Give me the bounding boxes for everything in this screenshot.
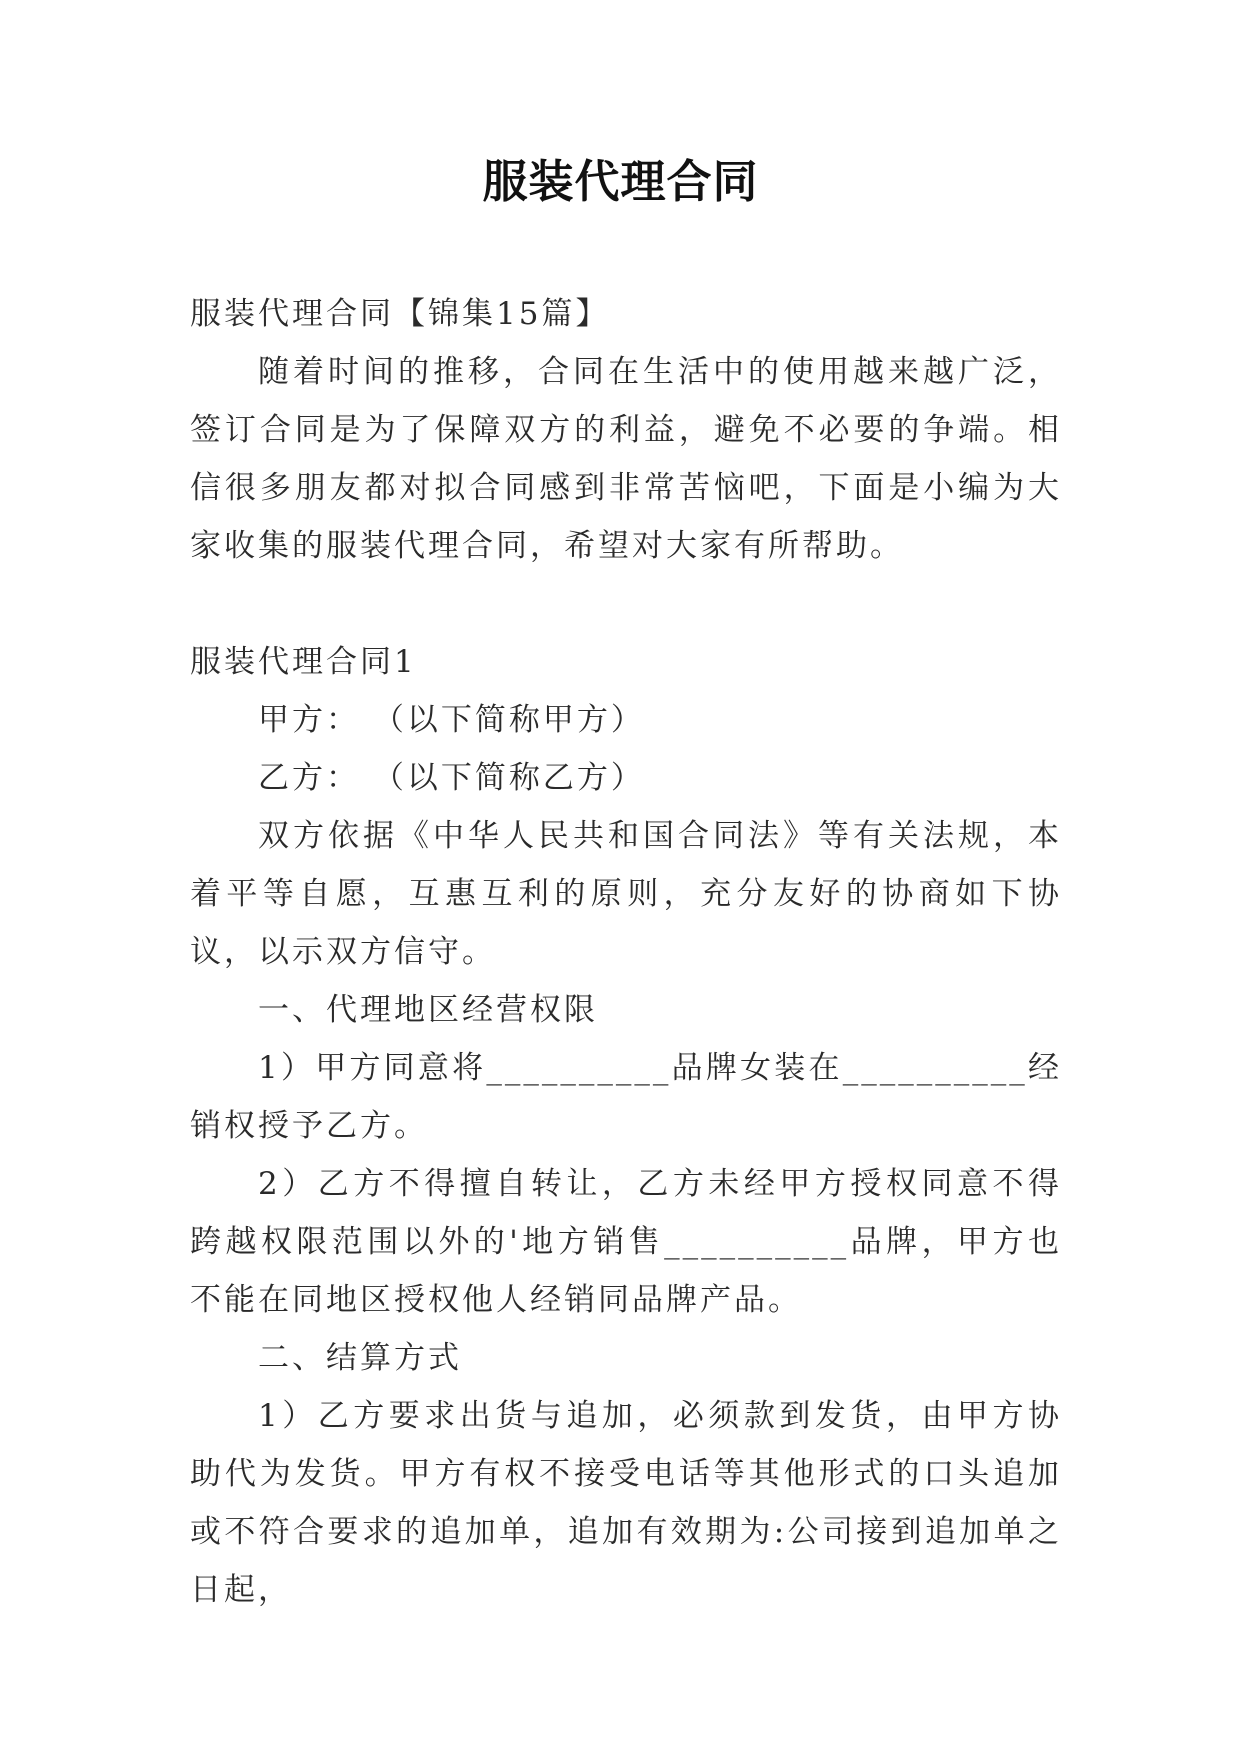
clause-heading: 二、结算方式 — [258, 1340, 462, 1376]
clause-item: 1）乙方要求出货与追加，必须款到发货，由甲方协助代为发货。甲方有权不接受电话等其他形式的口头追加或不符合要求的追加单，追加有效期为:公司接到追加单之日起， — [190, 1398, 1062, 1608]
document-body — [190, 285, 1062, 1619]
party-a-line: 甲方： （以下简称甲方） — [258, 702, 645, 738]
party-b-line: 乙方： （以下简称乙方） — [258, 760, 645, 796]
intro-paragraph: 随着时间的推移，合同在生活中的使用越来越广泛，签订合同是为了保障双方的利益，避免不必要的争端。相信很多朋友都对拟合同感到非常苦恼吧，下面是小编为大家收集的服装代理合同，希望对大家有所帮助。 — [190, 354, 1062, 564]
document-title: 服装代理合同 — [482, 155, 759, 208]
section-heading: 服装代理合同1 — [190, 644, 417, 680]
paragraph-spacer — [190, 575, 1062, 633]
clause-item: 1）甲方同意将__________品牌女装在__________经销权授予乙方。 — [190, 1050, 1062, 1144]
clause-heading: 一、代理地区经营权限 — [258, 992, 598, 1028]
document-subtitle: 服装代理合同【锦集15篇】 — [190, 296, 610, 332]
clause-item: 2）乙方不得擅自转让，乙方未经甲方授权同意不得跨越权限范围以外的'地方销售__________品牌，甲方也不能在同地区授权他人经销同品牌产品。 — [190, 1166, 1062, 1318]
preamble-paragraph: 双方依据《中华人民共和国合同法》等有关法规，本着平等自愿，互惠互利的原则，充分友好的协商如下协议，以示双方信守。 — [190, 818, 1062, 970]
